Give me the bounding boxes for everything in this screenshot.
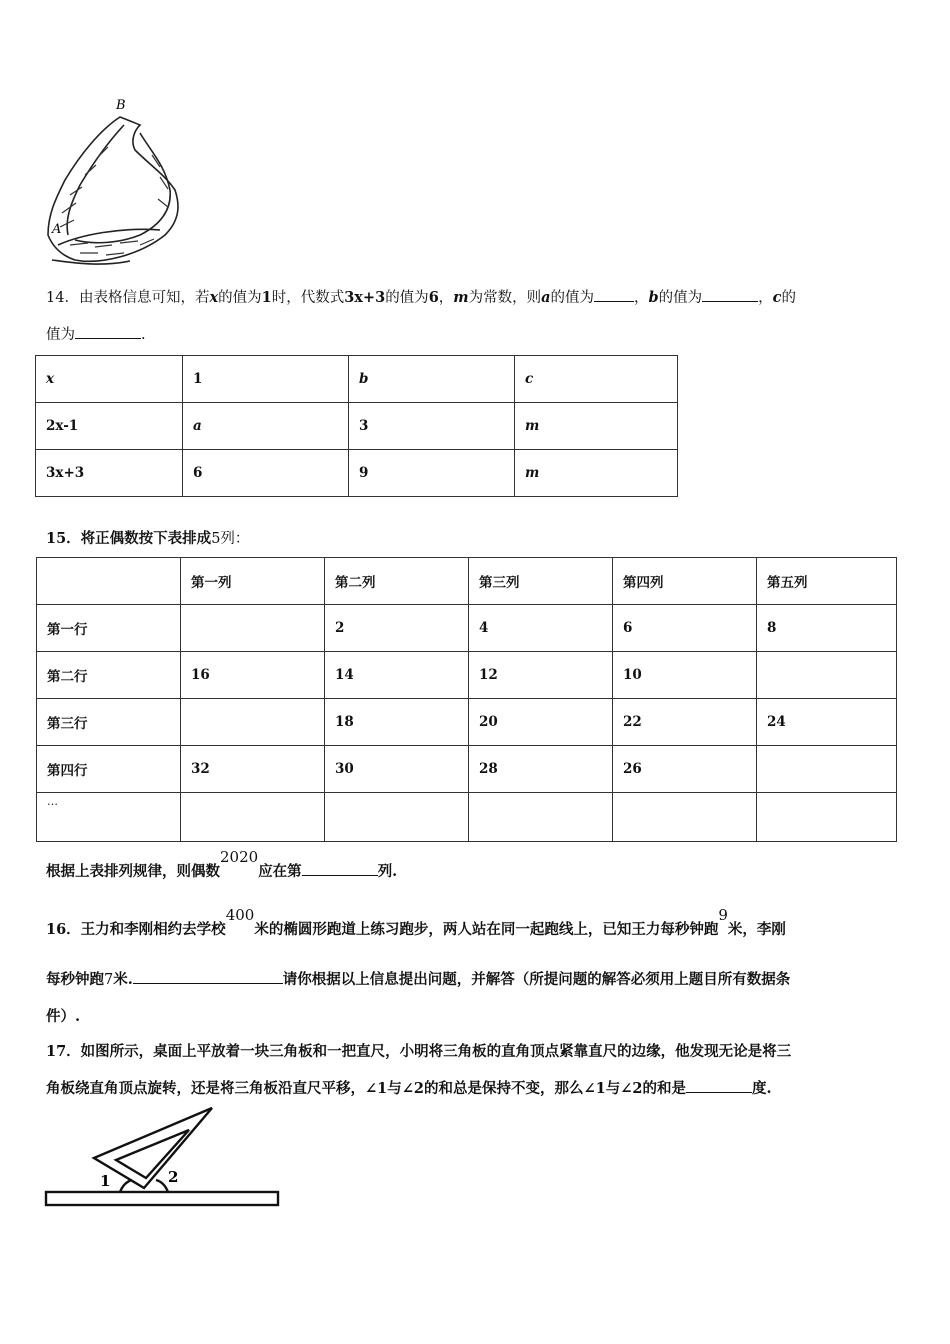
q16-line2: 每秒钟跑7米. 请你根据以上信息提出问题，并解答（所提问题的解答必须用上题目所有数据条 bbox=[46, 971, 791, 988]
river-figure bbox=[40, 95, 185, 270]
table-header-row: 第一列 第二列 第三列 第四列 第五列 bbox=[37, 558, 897, 605]
q14-blank-b[interactable] bbox=[702, 287, 758, 302]
q14-blank-a[interactable] bbox=[594, 287, 634, 302]
q17-blank[interactable] bbox=[686, 1078, 752, 1093]
q15-title: 15．将正偶数按下表排成5列： bbox=[46, 530, 250, 547]
angle-2-label: 2 bbox=[168, 1168, 179, 1186]
q15-answer: 根据上表排列规律，则偶数2020应在第 列. bbox=[46, 848, 398, 880]
table-row: 第四行 32 30 28 26 bbox=[37, 746, 897, 793]
river-label-b: B bbox=[116, 98, 126, 113]
q17-line1: 17．如图所示，桌面上平放着一块三角板和一把直尺，小明将三角板的直角顶点紧靠直尺的边缘，他发现无论是将三 bbox=[46, 1043, 792, 1060]
q16-blank[interactable] bbox=[133, 969, 283, 984]
triangle-ruler-figure bbox=[44, 1100, 284, 1210]
table-row: x 1 b c bbox=[36, 356, 678, 403]
q15-table bbox=[36, 557, 897, 842]
table-row: … bbox=[37, 793, 897, 842]
river-label-a: A bbox=[52, 222, 62, 237]
table-row: 第二行 16 14 12 10 bbox=[37, 652, 897, 699]
angle-1-label: 1 bbox=[100, 1172, 111, 1190]
q14-line1: 14．由表格信息可知，若x的值为1时，代数式3x+3的值为6，m为常数，则a的值为 ，b的值为 ，c的 bbox=[46, 289, 797, 306]
q16-line1: 16．王力和李刚相约去学校400米的椭圆形跑道上练习跑步，两人站在同一起跑线上，已知王力每秒钟跑9米，李刚 bbox=[46, 906, 786, 938]
q17-line2: 角板绕直角顶点旋转，还是将三角板沿直尺平移，∠1与∠2的和总是保持不变，那么∠1与∠2的和是 度. bbox=[46, 1080, 772, 1097]
q15-blank[interactable] bbox=[302, 861, 378, 876]
q14-blank-c[interactable] bbox=[75, 324, 141, 339]
table-row: 3x+3 6 9 m bbox=[36, 450, 678, 497]
table-row: 2x-1 a 3 m bbox=[36, 403, 678, 450]
table-row: 第一行 2 4 6 8 bbox=[37, 605, 897, 652]
q16-line3: 件）. bbox=[46, 1008, 81, 1025]
q14-table bbox=[35, 355, 678, 497]
q14-line2: 值为 . bbox=[46, 323, 146, 344]
table-row: 第三行 18 20 22 24 bbox=[37, 699, 897, 746]
